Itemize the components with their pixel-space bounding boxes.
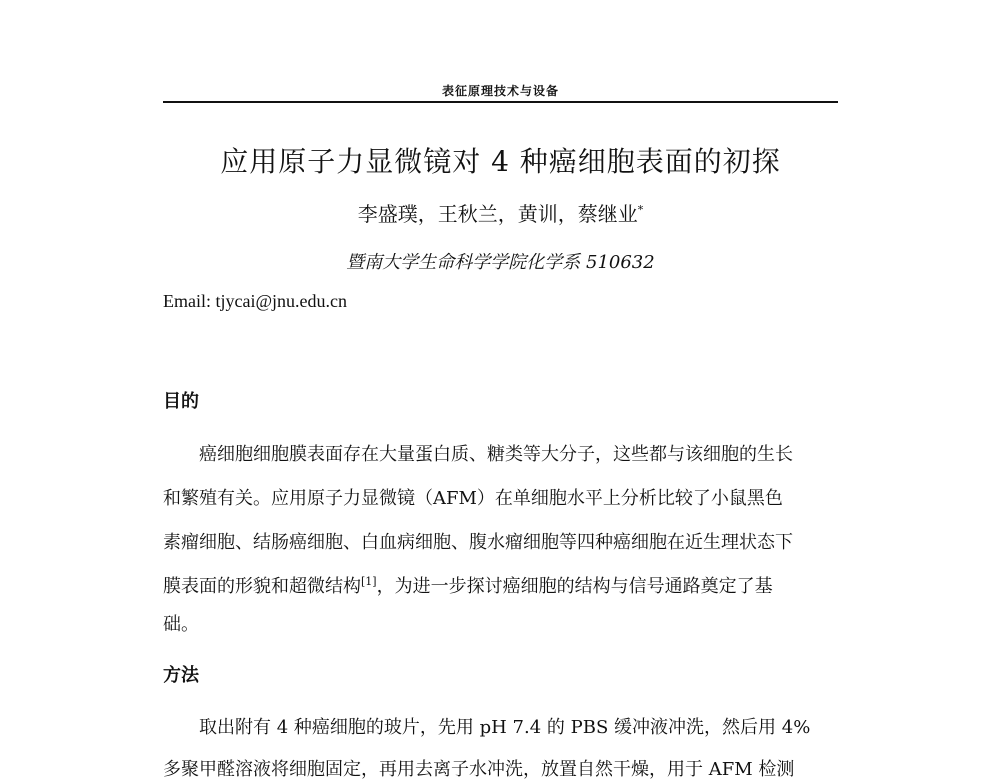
paragraph-line (163, 572, 773, 598)
header-rule (163, 101, 838, 103)
purpose-paragraph (163, 440, 835, 640)
email: Email: tjycai@jnu.edu.cn (163, 291, 348, 311)
running-header: 表征原理技术与设备 (441, 84, 559, 98)
corresponding-author-mark: * (637, 203, 644, 217)
paragraph-line: 础。 (163, 614, 199, 635)
method-paragraph (163, 713, 835, 780)
affiliation: 暨南大学生命科学学院化学系 510632 (346, 252, 655, 273)
paragraph-line: 多聚甲醛溶液将细胞固定，再用去离子水冲洗，放置自然干燥，用于 AFM 检测 (163, 759, 795, 780)
paragraph-line: 取出附有 4 种癌细胞的玻片，先用 pH 7.4 的 PBS 缓冲液冲洗，然后用 4% (199, 717, 811, 738)
paper-title: 应用原子力显微镜对 4 种癌细胞表面的初探 (220, 145, 781, 178)
paragraph-line-text: ，为进一步探讨癌细胞的结构与信号通路奠定了基 (376, 576, 773, 597)
paragraph-line-text: 膜表面的形貌和超微结构 (163, 576, 361, 597)
author-names: 李盛璞，王秋兰，黄训，蔡继业 (357, 202, 638, 226)
section-heading-purpose: 目的 (163, 391, 199, 412)
section-heading-method: 方法 (163, 665, 199, 686)
author-list (163, 198, 838, 227)
paragraph-line: 和繁殖有关。应用原子力显微镜（AFM）在单细胞水平上分析比较了小鼠黑色 (163, 488, 783, 509)
paragraph-line: 癌细胞细胞膜表面存在大量蛋白质、糖类等大分子，这些都与该细胞的生长 (199, 444, 793, 465)
paragraph-line: 素瘤细胞、结肠癌细胞、白血病细胞、腹水瘤细胞等四种癌细胞在近生理状态下 (163, 532, 793, 553)
citation-reference: [1] (361, 575, 377, 588)
